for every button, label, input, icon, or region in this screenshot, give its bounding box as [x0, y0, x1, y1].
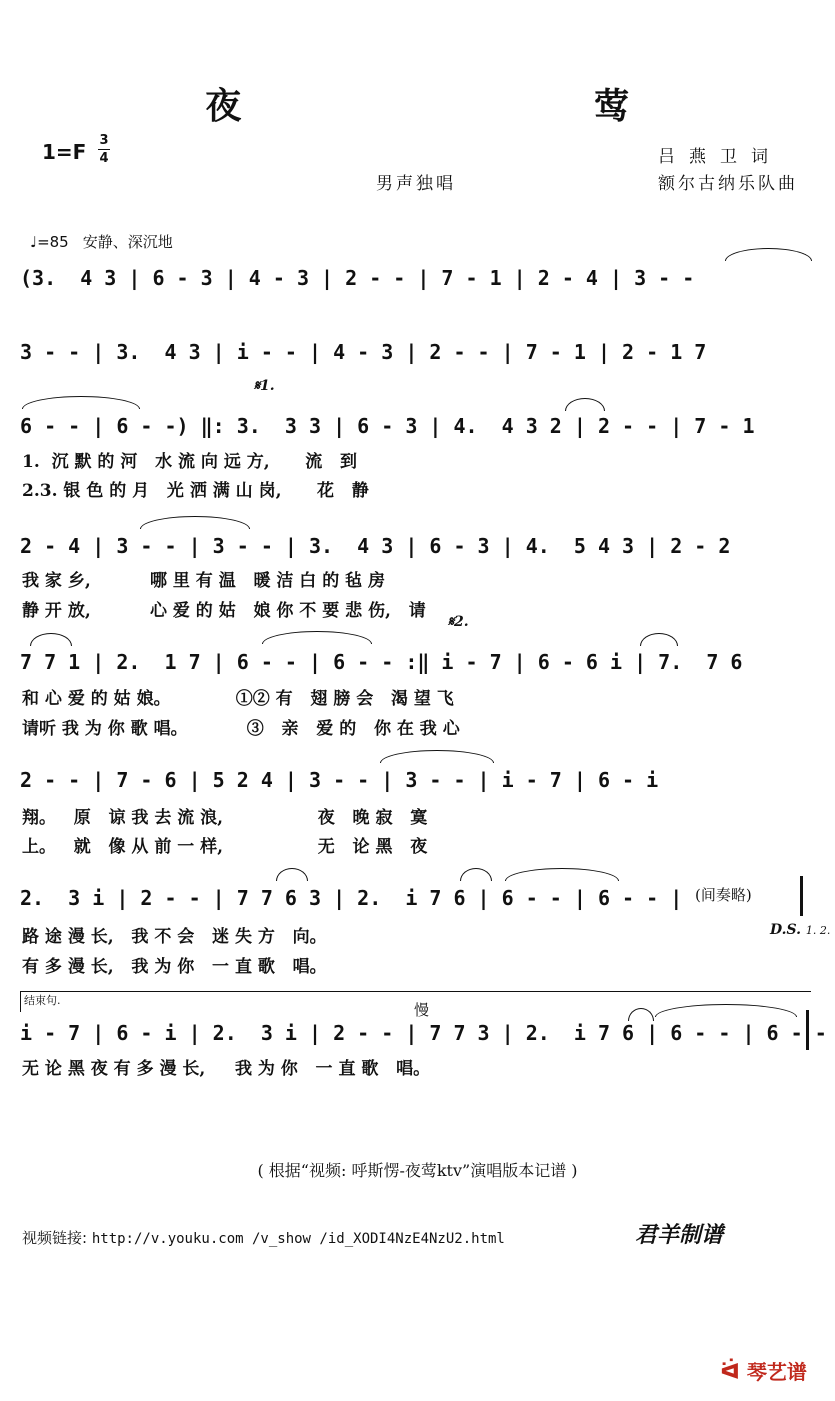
notation-row-4: 2 - 4 | 3 - - | 3 - - | 3. 4 3 | 6 - 3 | 4. 5 4 3 | 2 - 2 — [20, 534, 731, 558]
tie — [140, 516, 250, 529]
slur — [640, 633, 678, 646]
dal-segno — [770, 922, 830, 938]
final-barline — [800, 876, 803, 916]
lyric-row-6-verse-2: 上。 就 像 从 前 一 样, 无 论 黑 夜 — [22, 837, 428, 857]
end-barline — [806, 1010, 809, 1050]
segno-mark-1: 𝄋1. — [254, 378, 275, 394]
video-link-label: 视频链接: — [22, 1229, 88, 1247]
composer-credit: 额尔古纳乐队曲 — [658, 174, 798, 194]
notation-row-3: 6 - - | 6 - -) ‖: 3. 3 3 | 6 - 3 | 4. 4 3 2 | 2 - - | 7 - 1 — [20, 414, 755, 438]
lyric-row-5-verse-2: 请听 我 为 你 歌 唱。 ③ 亲 爱 的 你 在 我 心 — [22, 719, 460, 739]
tie — [725, 248, 812, 261]
transcriber-signature: 君羊制谱 — [635, 1222, 724, 1248]
tempo-mark: ♩=85 — [30, 233, 69, 251]
lyric-row-8: 无 论 黑 夜 有 多 漫 长, 我 为 你 一 直 歌 唱。 — [22, 1059, 431, 1079]
dal-segno-label: D.S. — [770, 922, 802, 938]
segno-mark-2: 𝄋2. — [448, 614, 469, 630]
lyric-row-6-verse-1: 翔。 原 谅 我 去 流 浪, 夜 晚 寂 寞 — [22, 808, 428, 828]
slur — [460, 868, 492, 881]
lyric-row-3-verse-2: 2.3. 银 色 的 月 光 洒 满 山 岗, 花 静 — [22, 481, 369, 501]
notation-row-2: 3 - - | 3. 4 3 | i - - | 4 - 3 | 2 - - | 7 - 1 | 2 - 1 7 — [20, 340, 707, 364]
interlude-note: (间奏略) — [695, 886, 752, 904]
notation-row-7: 2. 3 i | 2 - - | 7 7 6 3 | 2. i 7 6 | 6 - - | 6 - - | — [20, 886, 683, 910]
time-signature-bottom: 4 — [99, 151, 109, 166]
lyric-row-3-verse-1: 1. 沉 默 的 河 水 流 向 远 方, 流 到 — [22, 452, 357, 472]
key-signature: 1=F — [42, 140, 87, 164]
notation-row-8: i - 7 | 6 - i | 2. 3 i | 2 - - | 7 7 3 | 2. i 7 6 | 6 - - | 6 - - — [20, 1021, 827, 1045]
tie — [505, 868, 619, 881]
lyric-row-4-verse-2: 静 开 放, 心 爱 的 姑 娘 你 不 要 悲 伤, 请 — [22, 601, 426, 621]
video-url[interactable]: http://v.youku.com /v_show /id_XODI4NzE4NzU2.html — [91, 1231, 505, 1247]
tie — [22, 396, 140, 409]
logo-icon: ᐛ — [720, 1360, 740, 1385]
time-signature-top: 3 — [99, 133, 109, 148]
site-logo — [720, 1356, 807, 1385]
dal-segno-endings: 1. 2. — [805, 924, 831, 937]
slur — [565, 398, 605, 411]
tempo-marking — [30, 231, 173, 252]
transcription-source: ( 根据“视频: 呼斯愣-夜莺ktv”演唱版本记谱 ) — [257, 1161, 578, 1180]
slur — [30, 633, 72, 646]
tie — [380, 750, 494, 763]
brand-name: 琴艺谱 — [746, 1360, 807, 1384]
notation-row-5: 7 7 1 | 2. 1 7 | 6 - - | 6 - - :‖ i - 7 | 6 - 6 i | 7. 7 6 — [20, 650, 743, 674]
lyric-row-5-verse-1: 和 心 爱 的 姑 娘。 ①② 有 翅 膀 会 渴 望 飞 — [22, 689, 454, 709]
tempo-slow-mark: 慢 — [414, 1001, 430, 1019]
notation-row-1: (3. 4 3 | 6 - 3 | 4 - 3 | 2 - - | 7 - 1 | 2 - 4 | 3 - - — [20, 266, 695, 290]
ending-label: 结束句. — [24, 994, 61, 1007]
slur — [276, 868, 308, 881]
song-title: 夜 莺 — [205, 85, 800, 127]
notation-row-6: 2 - - | 7 - 6 | 5 2 4 | 3 - - | 3 - - | i - 7 | 6 - i — [20, 768, 659, 792]
time-signature — [98, 133, 110, 166]
lyric-row-7-verse-1: 路 途 漫 长, 我 不 会 迷 失 方 向。 — [22, 927, 327, 947]
video-link — [22, 1227, 505, 1248]
voice-type: 男声独唱 — [376, 174, 456, 194]
lyricist-credit: 吕燕卫词 — [658, 147, 782, 167]
expression-mark: 安静、深沉地 — [82, 233, 173, 251]
lyric-row-4-verse-1: 我 家 乡, 哪 里 有 温 暖 洁 白 的 毡 房 — [22, 571, 386, 591]
lyric-row-7-verse-2: 有 多 漫 长, 我 为 你 一 直 歌 唱。 — [22, 957, 327, 977]
tie — [262, 631, 372, 644]
